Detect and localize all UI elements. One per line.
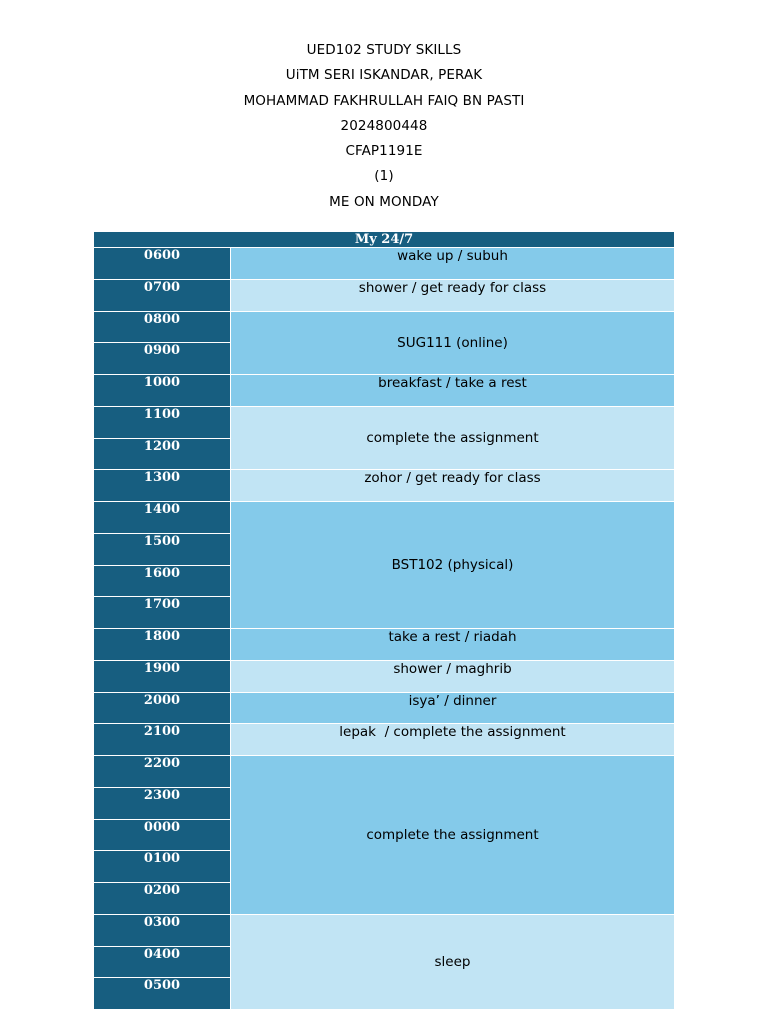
activity-cell: [230, 692, 674, 724]
time-slot: 1600: [94, 565, 230, 597]
activity-label: shower / maghrib: [393, 660, 512, 677]
university-name: UiTM SERI ISKANDAR, PERAK: [285, 67, 483, 84]
time-slot: 1800: [94, 628, 230, 660]
activity-label: breakfast / take a rest: [378, 375, 527, 391]
time-slot: 0200: [94, 882, 230, 914]
time-slot: 0100: [94, 850, 230, 882]
activity-label: complete the assignment: [366, 826, 539, 843]
activity-cell: [230, 247, 674, 279]
time-slot: 1900: [94, 660, 230, 692]
activity-cell: [230, 660, 674, 692]
time-slot: 0000: [94, 819, 230, 851]
activity-label: sleep: [434, 953, 471, 970]
student-id: 2024800448: [340, 117, 428, 134]
activity-label: BST102 (physical): [391, 557, 514, 573]
activity-cell: [230, 501, 674, 628]
document-subtitle: ME ON MONDAY: [329, 193, 439, 210]
class-code: CFAP1191E: [345, 143, 423, 160]
time-slot: 0700: [94, 279, 230, 311]
course-title: UED102 STUDY SKILLS: [306, 42, 462, 58]
schedule-table: [94, 232, 674, 1009]
time-slot: 1000: [94, 374, 230, 406]
activity-cell: [230, 914, 674, 1009]
time-slot: 2000: [94, 692, 230, 724]
activity-cell: [230, 311, 674, 375]
activity-cell: [230, 469, 674, 501]
schedule-title: My 24/7: [94, 232, 674, 247]
time-slot: 2300: [94, 787, 230, 819]
time-slot: 1100: [94, 406, 230, 438]
activity-label: complete the assignment: [366, 430, 539, 446]
time-slot: 2200: [94, 755, 230, 787]
activity-label: take a rest / riadah: [388, 629, 517, 645]
activity-cell: [230, 279, 674, 311]
time-slot: 0900: [94, 342, 230, 374]
time-slot: 1700: [94, 596, 230, 628]
time-slot: 0500: [94, 977, 230, 1009]
document-header: [0, 38, 768, 215]
time-slot: 0800: [94, 311, 230, 343]
time-slot: 1500: [94, 533, 230, 565]
activity-label: lepak / complete the assignment: [339, 724, 566, 741]
schedule-grid: [94, 247, 674, 1009]
activity-label: wake up / subuh: [397, 248, 508, 264]
time-slot: 0400: [94, 946, 230, 978]
time-slot: 0300: [94, 914, 230, 946]
group-number: (1): [374, 168, 394, 185]
time-slot: 1200: [94, 438, 230, 470]
activity-label: shower / get ready for class: [358, 279, 547, 296]
time-slot: 0600: [94, 247, 230, 279]
activity-label: zohor / get ready for class: [364, 470, 541, 487]
time-slot: 2100: [94, 723, 230, 755]
activity-label: SUG111 (online): [397, 334, 508, 351]
activity-cell: [230, 723, 674, 755]
activity-label: isya’ / dinner: [408, 692, 497, 709]
activity-cell: [230, 406, 674, 470]
time-slot: 1300: [94, 469, 230, 501]
time-slot: 1400: [94, 501, 230, 533]
activity-cell: [230, 374, 674, 406]
activity-cell: [230, 628, 674, 660]
activity-cell: [230, 755, 674, 914]
student-name: MOHAMMAD FAKHRULLAH FAIQ BN PASTI: [243, 92, 525, 109]
